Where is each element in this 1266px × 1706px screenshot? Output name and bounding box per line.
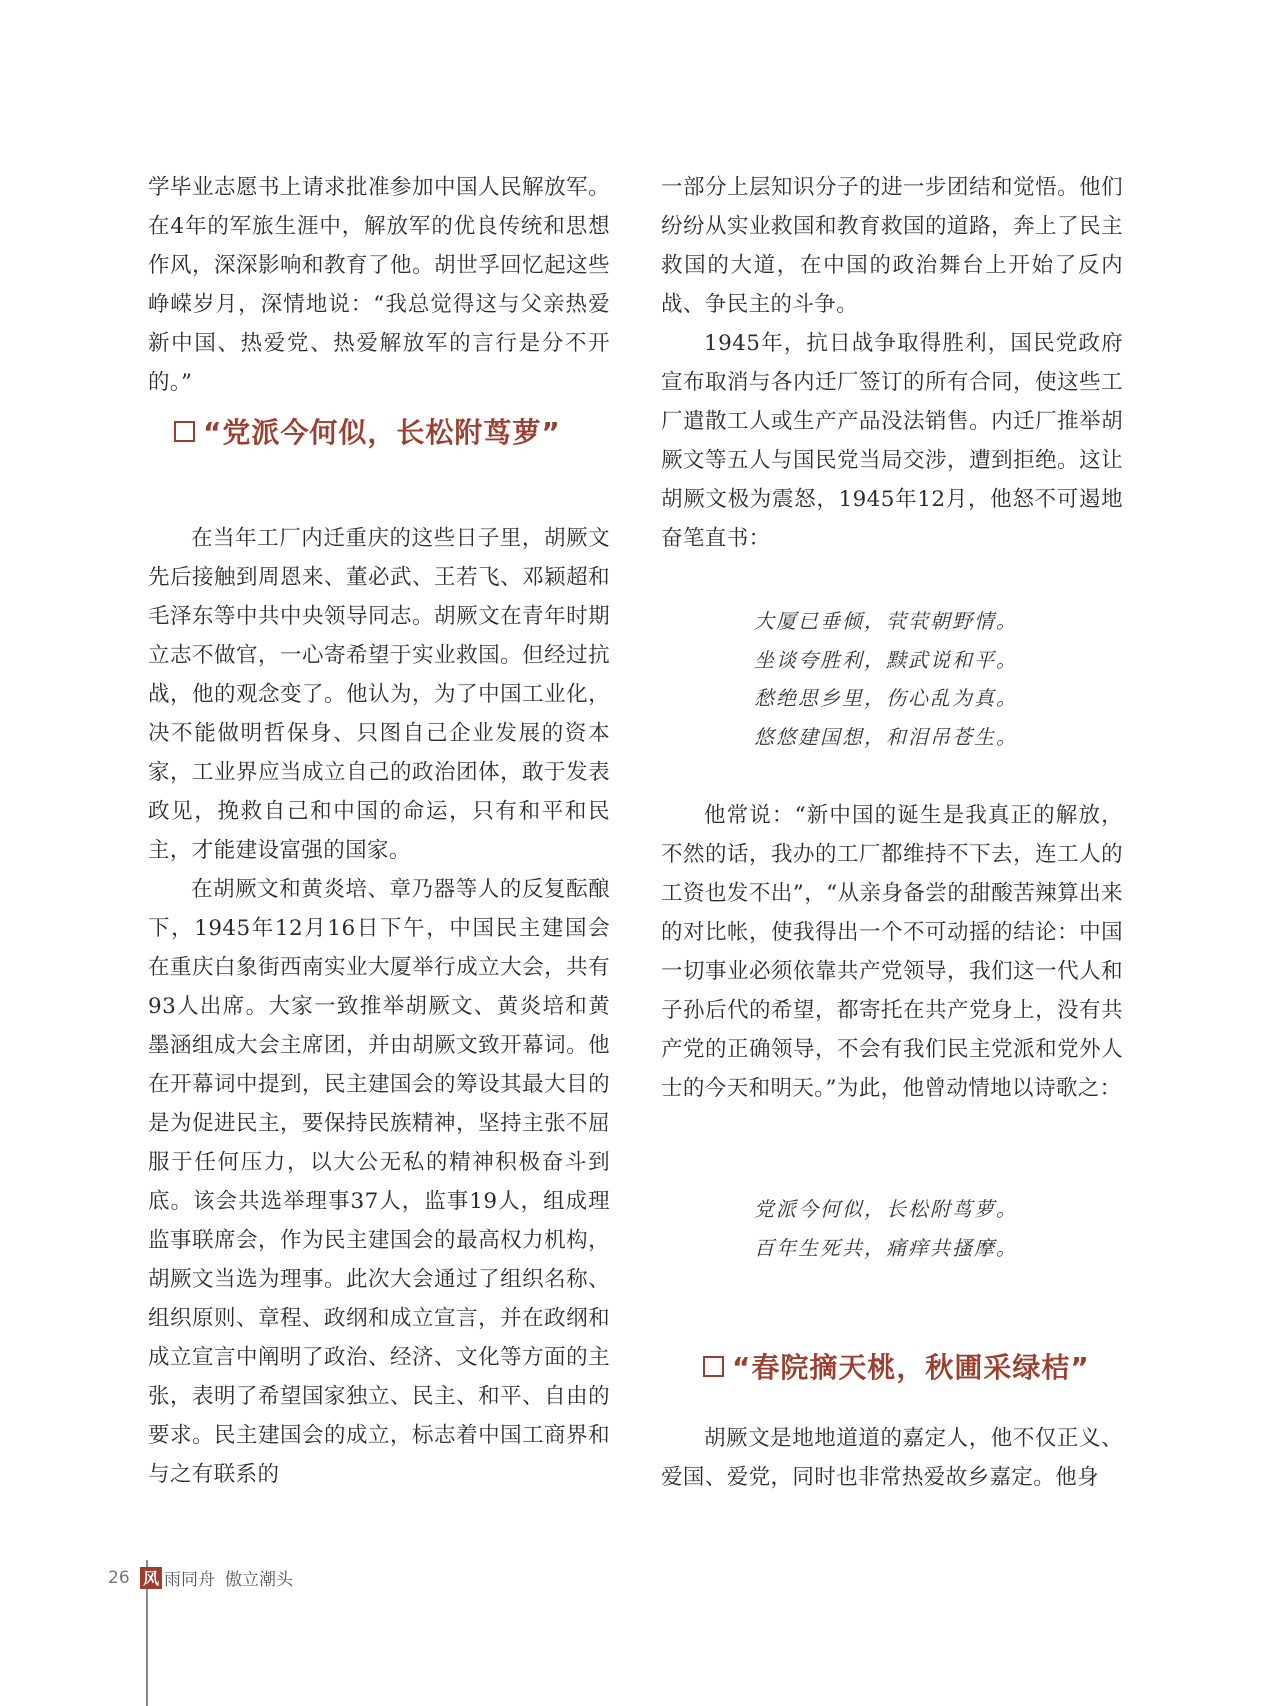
right-column-middle [661,796,1123,1108]
section-heading-text: “党派今何似，长松附茑萝” [203,416,561,449]
paragraph: 胡厥文是地地道道的嘉定人，他不仅正义、爱国、爱党，同时也非常热爱故乡嘉定。他身 [661,1426,1123,1490]
left-column [148,168,610,402]
column-logo: 风 [140,1567,162,1589]
section-heading-text: “春院摘天桃，秋圃采绿桔” [732,1351,1090,1384]
paragraph: 他常说：“新中国的诞生是我真正的解放，不然的话，我办的工厂都维持不下去，连工人的工资也发不出”，“从亲身备尝的甜酸苦辣算出来的对比帐，使我得出一个不可动摇的结论：中国一切事业必须依靠共产党领导，我们这一代人和子孙后代的希望，都寄托在共产党身上，没有共产党的正确领导，不会有我们民主党派和党外人士的今天和明天。”为此，他曾动情地以诗歌之： [661,803,1123,1101]
poem-block-1 [754,602,1018,756]
paragraph: 学毕业志愿书上请求批准参加中国人民解放军。在4年的军旅生涯中，解放军的优良传统和思想作风，深深影响和教育了他。胡世孚回忆起这些峥嵘岁月，深情地说：“我总觉得这与父亲热爱新中国、热爱党、热爱解放军的言行是分不开的。” [148,175,610,395]
section-heading-1 [174,411,561,451]
page-footer [108,1565,293,1590]
left-column-body [148,519,610,1494]
poem-line: 悠悠建国想，和泪吊苍生。 [754,724,1018,749]
poem-line: 大厦已垂倾，茕茕朝野情。 [754,609,1018,633]
poem-line: 愁绝思乡里，伤心乱为真。 [754,686,1018,710]
paragraph: 一部分上层知识分子的进一步团结和觉悟。他们纷纷从实业救国和教育救国的道路，奔上了民主救国的大道，在中国的政治舞台上开始了反内战、争民主的斗争。 [661,175,1123,317]
poem-line: 党派今何似，长松附茑萝。 [754,1197,1018,1221]
paragraph: 在当年工厂内迁重庆的这些日子里，胡厥文先后接触到周恩来、董必武、王若飞、邓颖超和毛泽东等中共中央领导同志。胡厥文在青年时期立志不做官，一心寄希望于实业救国。但经过抗战，他的观念变了。他认为，为了中国工业化，决不能做明哲保身、只图自己企业发展的资本家，工业界应当成立自己的政治团体，敢于发表政见，挽救自己和中国的命运，只有和平和民主，才能建设富强的国家。 [148,526,610,863]
section-heading-2 [703,1346,1090,1386]
poem-block-2 [754,1190,1018,1267]
paragraph: 1945年，抗日战争取得胜利，国民党政府宣布取消与各内迁厂签订的所有合同，使这些工厂遣散工人或生产产品没法销售。内迁厂推举胡厥文等五人与国民党当局交涉，遭到拒绝。这让胡厥文极为震怒，1945年12月，他怒不可遏地奋笔直书： [661,331,1123,551]
poem-line: 坐谈夸胜利，黩武说和平。 [754,647,1018,672]
square-bullet-icon [174,421,195,442]
right-column [661,168,1123,558]
page-number: 26 [108,1567,130,1588]
poem-line: 百年生死共，痛痒共搔摩。 [754,1235,1018,1260]
square-bullet-icon [703,1356,724,1377]
column-subtitle: 傲立潮头 [225,1570,293,1590]
column-name: 雨同舟 [164,1570,215,1590]
paragraph: 在胡厥文和黄炎培、章乃器等人的反复酝酿下，1945年12月16日下午，中国民主建国会在重庆白象街西南实业大厦举行成立大会，共有93人出席。大家一致推举胡厥文、黄炎培和黄墨涵组成大会主席团，并由胡厥文致开幕词。他在开幕词中提到，民主建国会的筹设其最大目的是为促进民主，要保持民族精神，坚持主张不屈服于任何压力，以大公无私的精神积极奋斗到底。该会共选举理事37人，监事19人，组成理监事联席会，作为民主建国会的最高权力机构，胡厥文当选为理事。此次大会通过了组织名称、组织原则、章程、政纲和成立宣言，并在政纲和成立宣言中阐明了政治、经济、文化等方面的主张，表明了希望国家独立、民主、和平、自由的要求。民主建国会的成立，标志着中国工商界和与之有联系的 [148,877,610,1487]
right-column-bottom [661,1419,1123,1497]
